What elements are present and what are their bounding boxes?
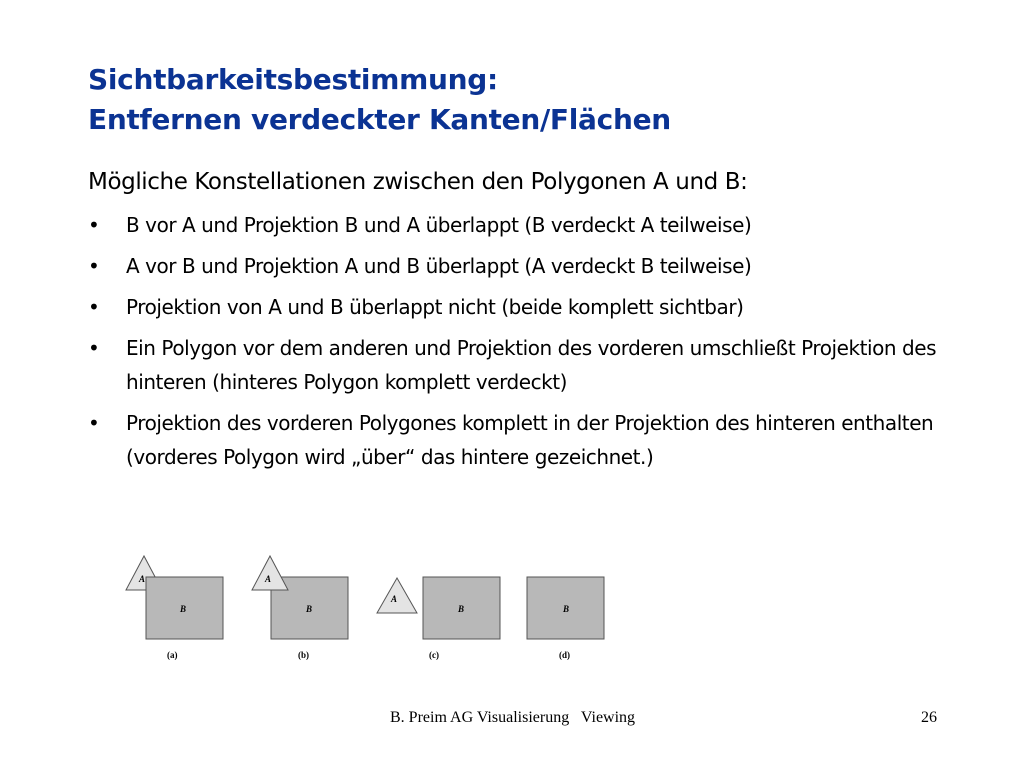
bullet-item: [88, 249, 1013, 283]
intro-text: Mögliche Konstellationen zwischen den Polygonen A und B:: [88, 169, 748, 195]
bullet-dot: •: [88, 213, 100, 237]
label-b: B: [306, 604, 313, 614]
triangle-a: [252, 556, 288, 590]
bullet-item: [88, 208, 1013, 242]
page-number: 26: [921, 709, 937, 726]
caption-a: (a): [167, 650, 178, 660]
bullet-item: [88, 406, 1013, 474]
footer-source: B. Preim AG Visualisierung Viewing: [390, 709, 636, 726]
bullet-item: [88, 331, 1013, 399]
figure-svg: [118, 548, 618, 670]
caption-d: (d): [559, 650, 570, 660]
label-a: A: [139, 574, 146, 584]
bullet-dot: •: [88, 254, 100, 278]
label-b: B: [180, 604, 187, 614]
panel-a: [126, 556, 223, 660]
bullet-text: B vor A und Projektion B und A überlappt (B verdeckt A teilweise): [126, 213, 752, 237]
slide-title: [88, 60, 988, 140]
bullet-text: Projektion des vorderen Polygones komplett in der Projektion des hinteren enthalten (vorderes Polygon wird „über“ das hintere gezeichnet.): [126, 411, 934, 469]
title-line-2: Entfernen verdeckter Kanten/Flächen: [88, 103, 671, 136]
bullet-list: [88, 208, 1013, 481]
label-a: A: [265, 574, 272, 584]
title-line-1: Sichtbarkeitsbestimmung:: [88, 63, 498, 96]
bullet-dot: •: [88, 336, 100, 360]
bullet-dot: •: [88, 411, 100, 435]
panel-b: [252, 556, 348, 660]
bullet-dot: •: [88, 295, 100, 319]
bullet-text: Ein Polygon vor dem anderen und Projektion des vorderen umschließt Projektion des hinteren (hinteres Polygon komplett verdeckt): [126, 336, 937, 394]
caption-c: (c): [429, 650, 439, 660]
panel-c: [377, 577, 500, 660]
polygon-constellation-figure: [118, 548, 618, 670]
label-a: A: [391, 594, 398, 604]
caption-b: (b): [298, 650, 309, 660]
bullet-text: A vor B und Projektion A und B überlappt (A verdeckt B teilweise): [126, 254, 752, 278]
label-b: B: [458, 604, 465, 614]
label-b: B: [563, 604, 570, 614]
bullet-item: [88, 290, 1013, 324]
panel-d: [527, 577, 604, 660]
bullet-text: Projektion von A und B überlappt nicht (beide komplett sichtbar): [126, 295, 744, 319]
